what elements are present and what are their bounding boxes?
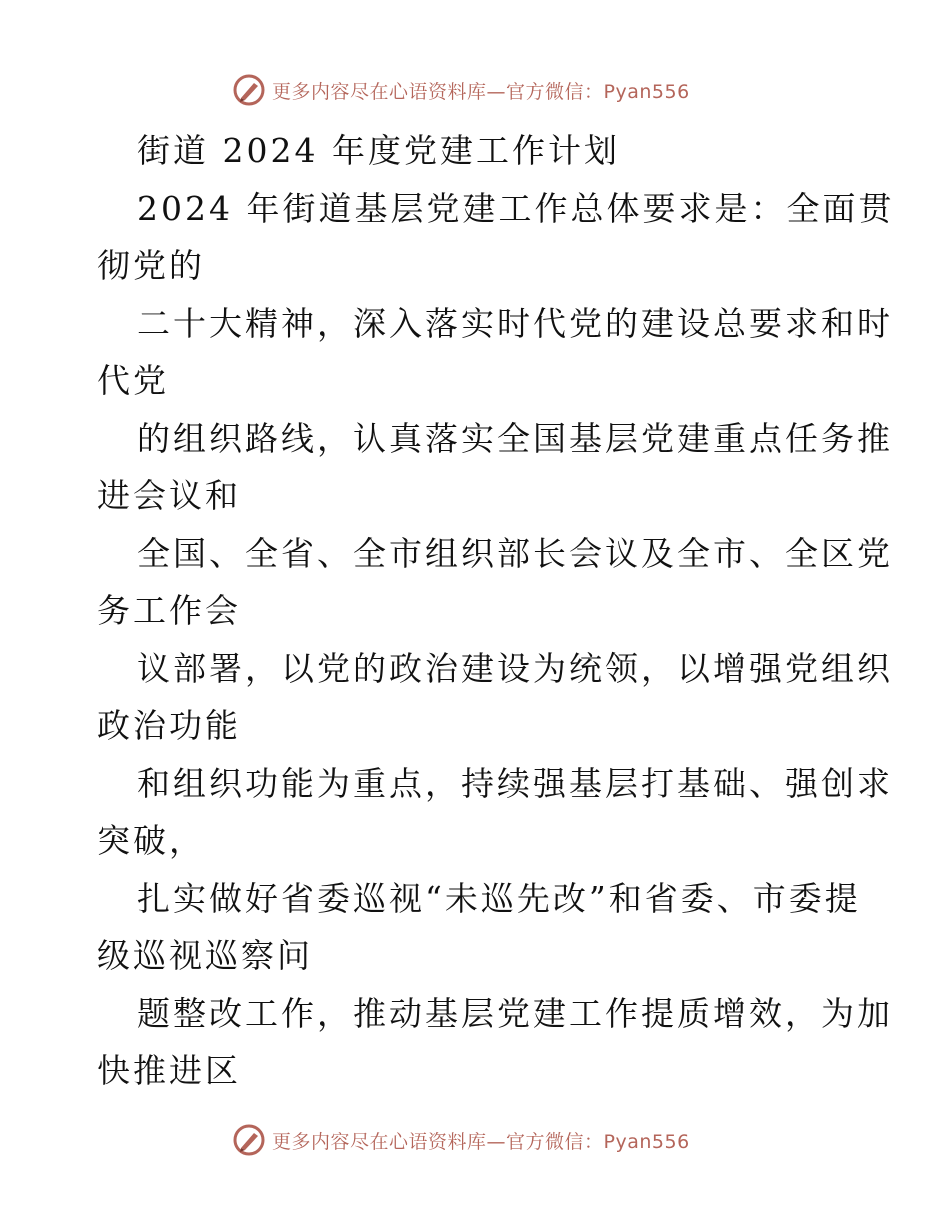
document-body	[97, 122, 895, 1100]
watermark-banner-top	[232, 70, 732, 110]
paragraph-line: 突破，	[97, 821, 205, 860]
document-title: 街道 2024 年度党建工作计划	[137, 131, 620, 170]
paragraph-line: 扎实做好省委巡视“未巡先改”和省委、市委提	[137, 878, 861, 918]
pen-in-circle-logo-icon	[232, 1123, 266, 1157]
paragraph-line: 代党	[97, 361, 169, 400]
paragraph-line: 议部署，以党的政治建设为统领，以增强党组织	[137, 648, 893, 688]
paragraph-line: 2024 年街道基层党建工作总体要求是：全面贯	[137, 188, 895, 228]
pen-in-circle-logo-icon	[232, 73, 266, 107]
paragraph-line: 政治功能	[97, 706, 241, 745]
watermark-banner-bottom	[232, 1120, 732, 1160]
paragraph-line: 的组织路线，认真落实全国基层党建重点任务推	[137, 418, 893, 458]
watermark-text: 更多内容尽在心语资料库—官方微信：Pyan556	[272, 1130, 690, 1153]
paragraph-line: 快推进区	[97, 1051, 241, 1090]
watermark-text: 更多内容尽在心语资料库—官方微信：Pyan556	[272, 80, 690, 103]
paragraph-line: 题整改工作，推动基层党建工作提质增效，为加	[137, 993, 893, 1033]
paragraph-line: 进会议和	[97, 476, 241, 515]
paragraph-line: 全国、全省、全市组织部长会议及全市、全区党	[137, 533, 893, 573]
paragraph-line: 务工作会	[97, 591, 241, 630]
paragraph-line: 二十大精神，深入落实时代党的建设总要求和时	[137, 303, 893, 343]
paragraph-line: 和组织功能为重点，持续强基层打基础、强创求	[137, 763, 893, 803]
paragraph-line: 级巡视巡察问	[97, 936, 313, 975]
paragraph-line: 彻党的	[97, 246, 205, 285]
